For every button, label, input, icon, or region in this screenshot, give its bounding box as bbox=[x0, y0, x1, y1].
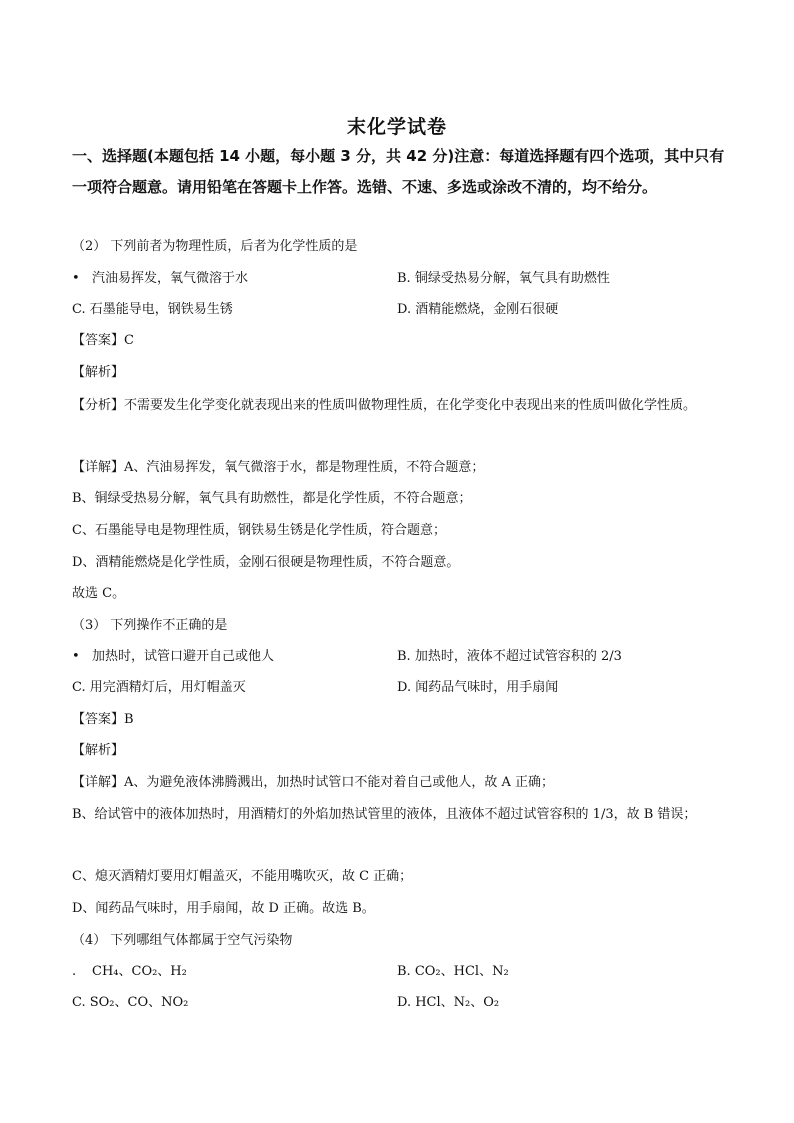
q3-detail-c: C、熄灭酒精灯要用灯帽盖灭，不能用嘴吹灭，故 C 正确； bbox=[72, 869, 413, 884]
section-header: 一、选择题(本题包括 14 小题，每小题 3 分，共 42 分)注意：每道选择题有四个选项，其中只有一项符合题意。请用铅笔在答题卡上作答。选错、不速、多选或涂改不清的，均不给分。 bbox=[72, 147, 725, 196]
bullet-icon: • bbox=[72, 649, 80, 664]
q4-stem: （4） 下列哪组气体都属于空气污染物 bbox=[72, 933, 293, 948]
bullet-icon: • bbox=[72, 271, 80, 286]
q2-fenxi: 【分析】不需要发生化学变化就表现出来的性质叫做物理性质，在化学变化中表现出来的性质叫做化学性质。 bbox=[72, 398, 697, 413]
q4-option-b[interactable]: B. CO₂、HCl、N₂ bbox=[397, 964, 509, 979]
bullet-icon: . bbox=[72, 964, 77, 979]
q2-answer: 【答案】C bbox=[72, 333, 134, 348]
q4-option-c[interactable]: C. SO₂、CO、NO₂ bbox=[72, 995, 189, 1010]
q2-option-d[interactable]: D. 酒精能燃烧，金刚石很硬 bbox=[397, 302, 559, 317]
q3-detail-b: B、给试管中的液体加热时，用酒精灯的外焰加热试管里的液体，且液体不超过试管容积的 1/3，故 B 错误； bbox=[72, 807, 697, 822]
page-title: 末化学试卷 bbox=[346, 116, 447, 138]
q2-detail-b: B、铜绿受热易分解，氧气具有助燃性，都是化学性质，不符合题意； bbox=[72, 491, 472, 506]
q2-stem: （2） 下列前者为物理性质，后者为化学性质的是 bbox=[72, 239, 358, 254]
q4-option-a-text: CH₄、CO₂、H₂ bbox=[92, 964, 187, 979]
q2-detail-a: 【详解】A、汽油易挥发，氧气微溶于水，都是物理性质，不符合题意； bbox=[72, 460, 485, 475]
q2-option-b[interactable]: B. 铜绿受热易分解，氧气具有助燃性 bbox=[397, 271, 610, 286]
q2-option-c[interactable]: C. 石墨能导电，钢铁易生锈 bbox=[72, 302, 233, 317]
q3-analysis-label: 【解析】 bbox=[72, 743, 125, 758]
q2-conclusion: 故选 C。 bbox=[72, 586, 126, 601]
q3-option-a-text: 加热时，试管口避开自己或他人 bbox=[92, 649, 275, 664]
q3-answer: 【答案】B bbox=[72, 712, 134, 727]
q4-option-d[interactable]: D. HCl、N₂、O₂ bbox=[397, 995, 500, 1010]
q2-option-a-text: 汽油易挥发，氧气微溶于水 bbox=[92, 271, 249, 286]
q2-option-a[interactable] bbox=[72, 268, 248, 290]
q3-option-a[interactable] bbox=[72, 646, 274, 668]
q2-analysis-label: 【解析】 bbox=[72, 365, 125, 380]
q3-detail-a: 【详解】A、为避免液体沸腾溅出，加热时试管口不能对着自己或他人，故 A 正确； bbox=[72, 775, 555, 790]
q4-option-a[interactable] bbox=[72, 961, 187, 983]
q2-detail-c: C、石墨能导电是物理性质，钢铁易生锈是化学性质，符合题意； bbox=[72, 523, 446, 538]
q3-detail-d: D、闻药品气味时，用手扇闻，故 D 正确。故选 B。 bbox=[72, 901, 375, 916]
q2-detail-d: D、酒精能燃烧是化学性质，金刚石很硬是物理性质，不符合题意。 bbox=[72, 555, 460, 570]
q3-stem: （3） 下列操作不正确的是 bbox=[72, 618, 228, 633]
q3-option-b[interactable]: B. 加热时，液体不超过试管容积的 2/3 bbox=[397, 649, 622, 664]
q3-option-c[interactable]: C. 用完酒精灯后，用灯帽盖灭 bbox=[72, 680, 246, 695]
q3-option-d[interactable]: D. 闻药品气味时，用手扇闻 bbox=[397, 680, 559, 695]
